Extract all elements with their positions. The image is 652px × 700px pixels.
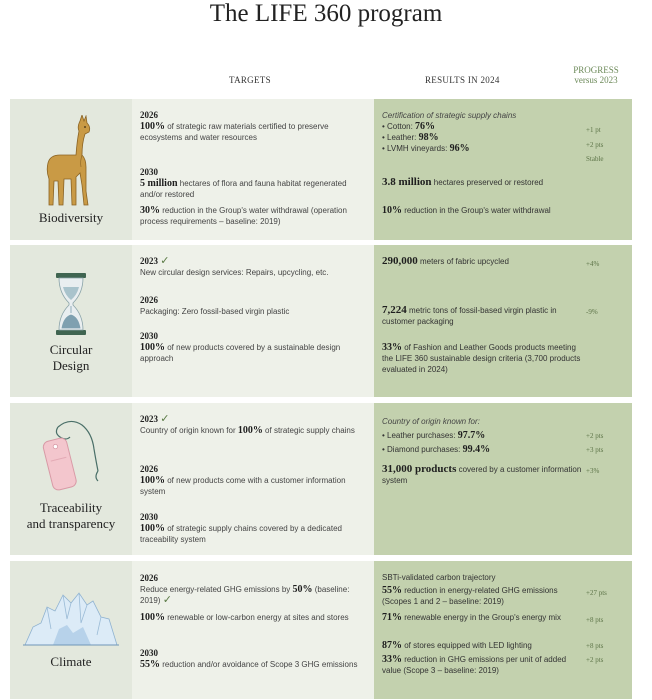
traceability-label-line1: Traceability: [39, 500, 103, 515]
traceability-target-2023: [140, 414, 360, 436]
target-year: 2026: [140, 110, 158, 120]
result-line: [382, 132, 582, 143]
result-text: of stores equipped with LED lighting: [402, 641, 532, 650]
result-label: • Leather purchases:: [382, 431, 458, 440]
target-text: (baseline: 2019): [140, 585, 350, 605]
biodiversity-result-hectares: [382, 177, 582, 188]
target-text: of strategic raw materials certified to preserve ecosystems and water resources: [140, 122, 329, 142]
result-text: reduction in GHG emissions per unit of added value (Scope 3 – baseline: 2019): [382, 655, 567, 675]
biodiversity-target-water: [140, 205, 360, 227]
circular-target-2023: [140, 256, 360, 278]
target-value: 55%: [140, 659, 160, 670]
target-value: 30%: [140, 205, 160, 216]
result-label: • Diamond purchases:: [382, 445, 463, 454]
target-text: of new products come with a customer information system: [140, 476, 346, 496]
result-line: [382, 430, 582, 441]
traceability-label-line2: and transparency: [26, 516, 116, 531]
result-value: 31,000 products: [382, 463, 457, 475]
target-value: 100%: [140, 475, 165, 486]
climate-label: Climate: [50, 654, 92, 669]
checkmark-icon: ✓: [162, 594, 172, 606]
result-label: • LVMH vineyards:: [382, 144, 450, 153]
result-label: • Leather:: [382, 133, 419, 142]
result-value: 290,000: [382, 255, 418, 267]
target-value: 100%: [140, 612, 165, 623]
circular-result-design: [382, 342, 582, 375]
target-text: of strategic supply chains covered by a dedicated traceability system: [140, 524, 342, 544]
result-value: 97.7%: [457, 430, 486, 441]
traceability-result-origin: [382, 416, 582, 455]
target-value: 5 million: [140, 178, 178, 189]
target-text: reduction in the Group's water withdrawal (operation process requirements – baseline: 2019): [140, 206, 347, 226]
target-value: 100%: [140, 342, 165, 353]
hourglass-icon: [10, 273, 132, 335]
progress-value: +8 pts: [586, 616, 604, 624]
target-value: 50%: [292, 584, 313, 595]
target-year: 2030: [140, 331, 158, 341]
progress-header: [560, 65, 632, 85]
traceability-target-2026: [140, 464, 360, 497]
progress-value: +2 pts: [586, 656, 604, 664]
result-value: 7,224: [382, 304, 407, 316]
result-heading: Country of origin known for:: [382, 417, 480, 426]
target-year: 2030: [140, 648, 158, 658]
result-value: 87%: [382, 640, 402, 651]
result-text: covered by a customer information system: [382, 465, 582, 485]
result-line: [382, 143, 582, 154]
target-text: Packaging: Zero fossil-based virgin plastic: [140, 307, 290, 316]
target-year: [140, 414, 360, 425]
traceability-label: [10, 500, 132, 532]
climate-target-2030: [140, 648, 360, 670]
iceberg-icon: [10, 589, 132, 647]
target-text: Country of origin known for: [140, 426, 238, 435]
checkmark-icon: ✓: [160, 413, 170, 425]
target-year: 2030: [140, 167, 158, 177]
circular-result-fabric: [382, 256, 582, 267]
result-text: of Fashion and Leather Goods products meeting the LIFE 360 sustainable design criteria (3,700 products evaluated in 2024): [382, 343, 581, 374]
tag-icon: [10, 419, 132, 497]
climate-target-energy: [140, 612, 360, 623]
result-value: 96%: [449, 143, 470, 154]
progress-value: +2 pts: [586, 432, 604, 440]
target-year: 2026: [140, 573, 158, 583]
biodiversity-result-certification: [382, 110, 582, 154]
result-value: 3.8 million: [382, 176, 432, 188]
progress-header-line1: PROGRESS: [573, 65, 619, 75]
result-value: 33%: [382, 342, 402, 353]
target-year: 2026: [140, 295, 158, 305]
circular-label-line2: Design: [52, 358, 90, 373]
climate-result-renewable: [382, 612, 582, 623]
target-year-text: 2023: [140, 256, 158, 266]
result-line: [382, 121, 582, 132]
target-text: hectares of flora and fauna habitat regenerated and/or restored: [140, 179, 347, 199]
result-value: 33%: [382, 654, 402, 665]
progress-value: +3%: [586, 467, 600, 475]
page-title: The LIFE 360 program: [209, 0, 443, 27]
target-year-text: 2023: [140, 414, 158, 424]
progress-value: +2 pts: [586, 141, 604, 149]
checkmark-icon: ✓: [160, 255, 170, 267]
result-text: reduction in energy-related GHG emissions (Scopes 1 and 2 – baseline: 2019): [382, 586, 558, 606]
climate-result-scope3: [382, 654, 582, 676]
target-text: renewable or low-carbon energy at sites and stores: [165, 613, 349, 622]
target-value: 100%: [140, 121, 165, 132]
results-header: RESULTS IN 2024: [425, 75, 500, 85]
target-year: 2026: [140, 464, 158, 474]
biodiversity-result-water: [382, 205, 582, 216]
traceability-target-2030: [140, 512, 360, 545]
result-text: reduction in the Group's water withdrawal: [402, 206, 551, 215]
climate-target-2026: [140, 573, 360, 606]
progress-header-line2: versus 2023: [574, 75, 618, 85]
result-heading: SBTi-validated carbon trajectory: [382, 573, 496, 582]
progress-value: +8 pts: [586, 642, 604, 650]
target-text: of new products covered by a sustainable design approach: [140, 343, 341, 363]
climate-result-led: [382, 640, 582, 651]
result-value: 10%: [382, 205, 402, 216]
result-value: 99.4%: [462, 444, 491, 455]
result-value: 55%: [382, 585, 402, 596]
result-value: 76%: [415, 121, 436, 132]
target-year: 2030: [140, 512, 158, 522]
target-text: reduction and/or avoidance of Scope 3 GHG emissions: [160, 660, 358, 669]
target-year: [140, 256, 360, 267]
progress-value: +27 pts: [586, 589, 607, 597]
result-text: meters of fabric upcycled: [417, 257, 509, 266]
progress-value: +3 pts: [586, 446, 604, 454]
target-value: 100%: [140, 523, 165, 534]
result-line: [382, 444, 582, 455]
targets-header: TARGETS: [229, 75, 271, 85]
biodiversity-target-2030: [140, 167, 360, 200]
circular-label-line1: Circular: [49, 342, 93, 357]
result-heading: Certification of strategic supply chains: [382, 111, 517, 120]
target-text: Reduce energy-related GHG emissions by: [140, 585, 293, 594]
progress-value: Stable: [586, 155, 604, 163]
circular-target-2026: [140, 295, 360, 317]
result-text: metric tons of fossil-based virgin plastic in customer packaging: [382, 306, 557, 326]
biodiversity-target-2026: [140, 110, 360, 143]
circular-result-plastic: [382, 305, 582, 327]
progress-value: +4%: [586, 260, 600, 268]
circular-target-2030: [140, 331, 360, 364]
progress-value: -9%: [586, 308, 598, 316]
progress-value: +1 pt: [586, 126, 601, 134]
biodiversity-label: Biodiversity: [38, 210, 104, 225]
climate-result-trajectory: [382, 572, 582, 583]
circular-label: [10, 342, 132, 374]
target-text: New circular design services: Repairs, upcycling, etc.: [140, 268, 329, 277]
result-value: 98%: [418, 132, 439, 143]
result-text: renewable energy in the Group's energy mix: [402, 613, 561, 622]
target-value: 100%: [237, 425, 263, 436]
climate-result-ghg: [382, 585, 582, 607]
target-text: of strategic supply chains: [262, 426, 355, 435]
traceability-result-products: [382, 464, 582, 486]
vicuna-icon: [10, 115, 132, 207]
result-value: 71%: [382, 612, 402, 623]
result-text: hectares preserved or restored: [431, 178, 544, 187]
result-label: • Cotton:: [382, 122, 416, 131]
